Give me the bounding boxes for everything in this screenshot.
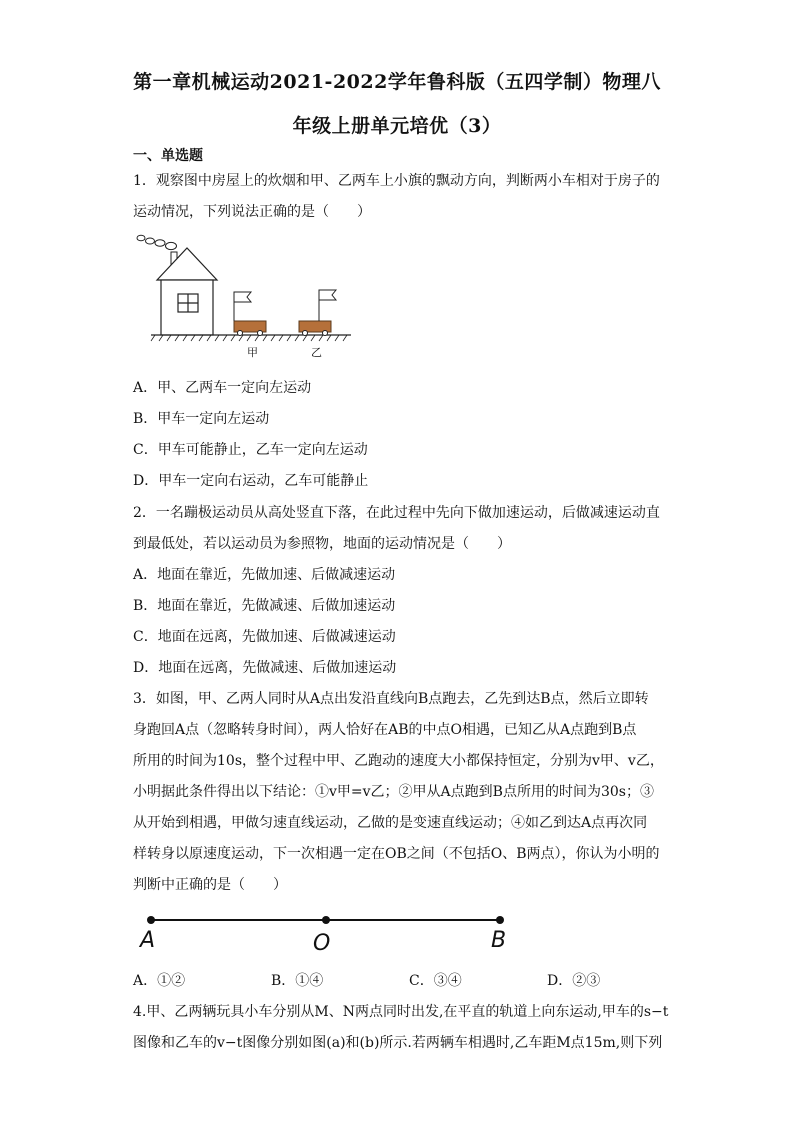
q2-stem-line-1: 2．一名蹦极运动员从高处竖直下落，在此过程中先向下做加速运动，后做减速运动直 — [133, 505, 660, 521]
q1-option-a: A．甲、乙两车一定向左运动 — [133, 380, 312, 396]
q1-option-c: C．甲车可能静止，乙车一定向左运动 — [133, 442, 368, 458]
q3-stem-line-1: 3．如图，甲、乙两人同时从A点出发沿直线向B点跑去，乙先到达B点，然后立即转 — [133, 691, 649, 707]
point-b-label: B — [491, 928, 507, 953]
q1-option-b: B．甲车一定向左运动 — [133, 411, 270, 427]
q2-option-a: A．地面在靠近，先做加速、后做减速运动 — [133, 567, 396, 583]
q3-option-d: D．②③ — [547, 973, 601, 989]
point-o — [322, 916, 330, 924]
q4-stem-line-1: 4.甲、乙两辆玩具小车分别从M、N两点同时出发,在平直的轨道上向东运动,甲车的s−t — [133, 1004, 669, 1020]
q2-stem-line-2: 到最低处，若以运动员为参照物，地面的运动情况是（ ） — [133, 536, 511, 552]
q1-stem-line-2: 运动情况，下列说法正确的是（ ） — [133, 204, 371, 220]
point-o-label: O — [313, 931, 331, 955]
q3-options-row — [133, 970, 673, 990]
q3-stem-line-5: 从开始到相遇，甲做匀速直线运动，乙做的是变速直线运动；④如乙到达A点再次同 — [133, 815, 648, 831]
smoke-puffs — [137, 235, 177, 249]
point-a-label: A — [140, 928, 156, 953]
q3-stem-line-4: 小明据此条件得出以下结论：①v甲=v乙；②甲从A点跑到B点所用的时间为30s；③ — [133, 784, 654, 800]
q3-stem-line-6: 样转身以原速度运动，下一次相遇一定在OB之间（不包括O、B两点），你认为小明的 — [133, 846, 660, 862]
q3-option-b: B．①④ — [271, 973, 324, 989]
section-heading: 一、单选题 — [133, 148, 203, 164]
house — [157, 248, 217, 335]
q3-option-a: A．①② — [133, 973, 186, 989]
q1-stem-line-1: 1．观察图中房屋上的炊烟和甲、乙两车上小旗的飘动方向，判断两小车相对于房子的 — [133, 173, 660, 189]
page-title-line-1: 第一章机械运动2021-2022学年鲁科版（五四学制）物理八 — [133, 71, 661, 93]
page-title-line-2: 年级上册单元培优（3） — [292, 115, 502, 137]
q3-stem-line-7: 判断中正确的是（ ） — [133, 877, 287, 893]
point-b — [496, 916, 504, 924]
cart-b-label: 乙 — [311, 346, 322, 359]
q2-option-c: C．地面在远离，先做加速、后做减速运动 — [133, 629, 396, 645]
ground-hatching — [151, 335, 347, 341]
q2-option-b: B．地面在靠近，先做减速、后做加速运动 — [133, 598, 396, 614]
cart-b — [299, 290, 336, 336]
q2-option-d: D．地面在远离，先做减速、后做加速运动 — [133, 660, 397, 676]
q3-stem-line-2: 身跑回A点（忽略转身时间），两人恰好在AB的中点O相遇，已知乙从A点跑到B点 — [133, 722, 637, 738]
q1-figure-house-and-carts — [133, 232, 353, 362]
cart-a-label: 甲 — [247, 346, 258, 359]
q3-figure-line-segment — [133, 905, 523, 955]
q4-stem-line-2: 图像和乙车的v−t图像分别如图(a)和(b)所示.若两辆车相遇时,乙车距M点15m,则下列 — [133, 1035, 663, 1051]
q3-option-c: C．③④ — [409, 973, 462, 989]
q1-option-d: D．甲车一定向右运动，乙车可能静止 — [133, 473, 369, 489]
q3-stem-line-3: 所用的时间为10s，整个过程中甲、乙跑动的速度大小都保持恒定，分别为v甲、v乙， — [133, 753, 664, 769]
cart-a — [234, 292, 266, 336]
point-a — [147, 916, 155, 924]
